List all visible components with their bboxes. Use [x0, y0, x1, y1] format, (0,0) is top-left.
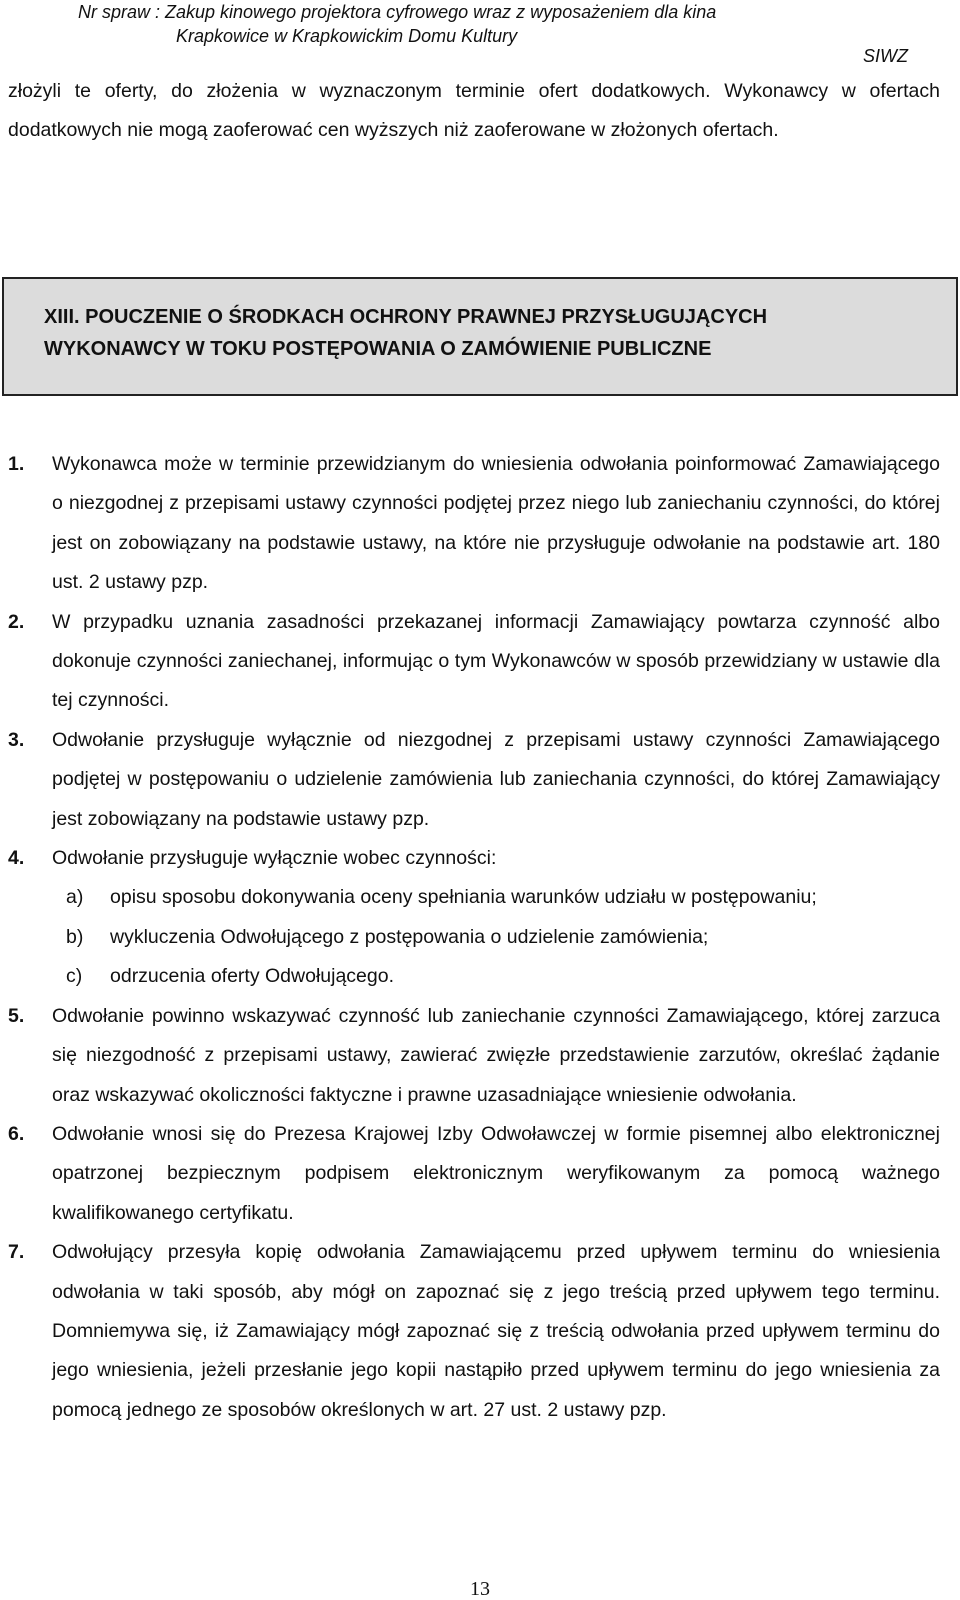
page-number: 13 — [470, 1578, 490, 1600]
sub-item-letter: c) — [66, 965, 83, 988]
sub-item-a — [8, 878, 940, 917]
intro-paragraph: złożyli te oferty, do złożenia w wyznaczonym terminie ofert dodatkowych. Wykonawcy w ofertach dodatkowych nie mogą zaoferować cen wyższych niż zaoferowane w złożonych ofertach. — [8, 80, 940, 141]
page-header — [78, 0, 838, 48]
header-line-2: Krapkowice w Krapkowickim Domu Kultury — [176, 26, 518, 46]
list-item-number: 7. — [8, 1241, 25, 1264]
section-title-line-2: WYKONAWCY W TOKU POSTĘPOWANIA O ZAMÓWIENIE PUBLICZNE — [44, 338, 712, 360]
numbered-list — [8, 445, 940, 1430]
list-item-2 — [8, 603, 940, 721]
list-item-text: Odwołanie wnosi się do Prezesa Krajowej Izby Odwoławczej w formie pisemnej albo elektronicznej opatrzonej bezpiecznym podpisem elektronicznym weryfikowanym za pomocą ważnego kwalifikowanego certyfikatu. — [52, 1122, 940, 1224]
sub-item-letter: b) — [66, 925, 84, 948]
list-item-text: Wykonawca może w terminie przewidzianym do wniesienia odwołania poinformować Zamawiającego o niezgodnej z przepisami ustawy czynności podjętej przez niego lub zaniechaniu czynności, do której jest on zobowiązany na podstawie ustawy, na które nie przysługuje odwołanie na podstawie art. 180 ust. 2 ustawy pzp. — [52, 453, 940, 594]
list-item-number: 3. — [8, 728, 25, 751]
sub-item-text: opisu sposobu dokonywania oceny spełniania warunków udziału w postępowaniu; — [110, 886, 817, 909]
sub-item-text: odrzucenia oferty Odwołującego. — [110, 965, 394, 988]
list-item-number: 6. — [8, 1122, 25, 1145]
section-title — [44, 301, 944, 365]
list-item-7 — [8, 1233, 940, 1430]
sub-item-letter: a) — [66, 886, 84, 909]
list-item-6 — [8, 1115, 940, 1233]
header-siwz: SIWZ — [863, 46, 908, 66]
list-item-number: 5. — [8, 1004, 25, 1027]
sub-item-c — [8, 957, 940, 996]
list-item-number: 2. — [8, 610, 25, 633]
list-item-number: 1. — [8, 453, 25, 475]
list-item-text: Odwołujący przesyła kopię odwołania Zamawiającemu przed upływem terminu do wniesienia odwołania w taki sposób, aby mógł on zapoznać się z jego treścią przed upływem tego terminu. Domniemywa się, iż Zamawiający mógł zapoznać się z treścią odwołania przed upływem terminu do jego wniesienia, jeżeli przesłanie jego kopii nastąpiło przed upływem terminu do jego wniesienia za pomocą jednego ze sposobów określonych w art. 27 ust. 2 ustawy pzp. — [52, 1241, 940, 1421]
sub-item-b — [8, 918, 940, 957]
section-title-line-1: XIII. POUCZENIE O ŚRODKACH OCHRONY PRAWNEJ PRZYSŁUGUJĄCYCH — [44, 306, 768, 328]
list-item-text: Odwołanie przysługuje wyłącznie wobec czynności: — [52, 847, 497, 870]
list-item-3 — [8, 721, 940, 839]
header-line-1: Nr spraw : Zakup kinowego projektora cyfrowego wraz z wyposażeniem dla kina — [78, 2, 717, 22]
section-heading-box — [2, 277, 958, 396]
list-item-1 — [8, 445, 940, 603]
sub-item-text: wykluczenia Odwołującego z postępowania o udzielenie zamówienia; — [110, 925, 709, 948]
list-item-number: 4. — [8, 847, 25, 870]
list-item-text: W przypadku uznania zasadności przekazanej informacji Zamawiający powtarza czynność albo dokonuje czynności zaniechanej, informując o tym Wykonawców w sposób przewidziany w ustawie dla tej czynności. — [52, 610, 940, 712]
list-item-text: Odwołanie powinno wskazywać czynność lub zaniechanie czynności Zamawiającego, której zarzuca się niezgodność z przepisami ustawy, zawierać zwięzłe przedstawienie zarzutów, określać żądanie oraz wskazywać okoliczności faktyczne i prawne uzasadniające wniesienie odwołania. — [52, 1004, 940, 1106]
list-item-text: Odwołanie przysługuje wyłącznie od niezgodnej z przepisami ustawy czynności Zamawiającego podjętej w postępowaniu o udzielenie zamówienia lub zaniechania czynności, do której Zamawiający jest zobowiązany na podstawie ustawy pzp. — [52, 728, 940, 830]
list-item-5 — [8, 997, 940, 1115]
list-item-4 — [8, 839, 940, 878]
